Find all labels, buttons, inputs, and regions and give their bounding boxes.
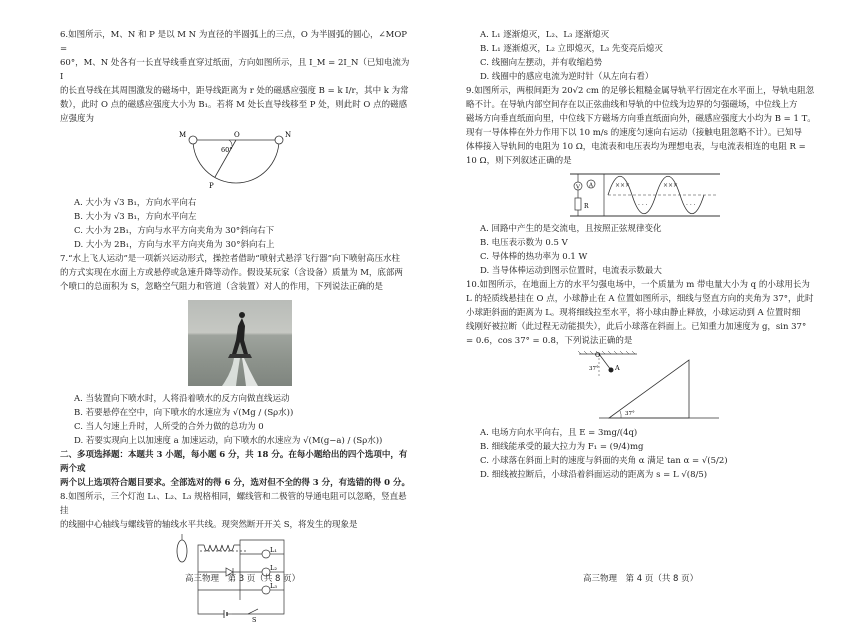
svg-text:×××: ××× <box>662 182 678 190</box>
q9-label-ammeter: A <box>588 182 593 189</box>
q9-stem-line-4: 现有一导体棒在外力作用下以 10 m/s 的速度匀速向右运动（接触电阻忽略不计）。已知导 <box>466 128 802 139</box>
q9-stem-line-5: 体棒接入导轨间的电阻为 10 Ω，电流表和电压表均为理想电表，与电流表相连的电阻 R = <box>466 142 806 153</box>
q8-option-c: C. 线圈向左摆动，并有收缩趋势 <box>480 58 603 69</box>
q8-label-l3: L₃ <box>270 582 277 591</box>
q10-option-a: A. 电场方向水平向右，且 E = 3mg/(4q) <box>480 428 638 439</box>
q8-label-s: S <box>252 616 257 623</box>
question-9 <box>466 84 821 278</box>
left-column <box>60 28 412 624</box>
q9-stem-line-1: 9.如图所示，两根间距为 20√2 cm 的足够长粗糙金属导轨平行固定在水平面上，导轨电阻忽 <box>466 86 815 97</box>
q8-option-d: D. 线圈中的感应电流为逆时针（从左向右看） <box>480 72 654 83</box>
q9-option-d: D. 当导体棒运动到图示位置时，电流表示数最大 <box>480 266 662 277</box>
q7-option-b: B. 若要悬停在空中，向下喷水的水速应为 √(Mg / (Sρ水)) <box>74 408 294 419</box>
q6-label-angle: 60° <box>221 146 233 155</box>
q9-option-a: A. 回路中产生的是交流电，且按照正弦规律变化 <box>480 224 662 235</box>
question-8-options <box>466 28 821 84</box>
q6-stem-line-2: 60°，M、N 处各有一长直导线垂直穿过纸面，方向如图所示，且 I_M = 2I_N（已知电流为 I <box>60 58 410 83</box>
q6-stem-line-3: 的长直导线在其周围激发的磁场中，距导线距离为 r 处的磁感应强度 B = k I/r，其中 k 为常 <box>60 86 409 97</box>
q7-stem-line-2: 的方式实现在水面上方或悬停或急速升降等动作。假设某玩家（含设备）质量为 M，底部两 <box>60 268 403 279</box>
q8-label-l1: L₁ <box>270 546 277 555</box>
q6-stem-line-4: 数），此时 O 点的磁感应强度大小为 B₁。若将 M 处长直导线移至 P 处，则此时 O 点的磁感 <box>60 100 408 111</box>
q9-stem-line-3: 磁场方向垂直纸面向里，中位线下方磁场方向垂直纸面向外，磁感应强度大小均为 B = 1 T。 <box>466 114 816 125</box>
section-2-line-1: 二、多项选择题：本题共 3 小题，每小题 6 分，共 18 分。在每小题给出的四个选项中，有两个或 <box>60 450 408 475</box>
q10-option-b: B. 细线能承受的最大拉力为 F₁ = (9/4)mg <box>480 442 644 453</box>
q10-stem-line-5: = 0.6，cos 37° = 0.8，下列说法正确的是 <box>466 336 633 347</box>
q10-stem-line-2: L 的轻质线悬挂在 O 点，小球静止在 A 位置如图所示，细线与竖直方向的夹角为 37°，此时 <box>466 294 814 305</box>
q9-rail-figure <box>564 170 724 220</box>
q10-option-c: C. 小球落在斜面上时的速度与斜面的夹角 α 满足 tan α = √(5/2) <box>480 456 728 467</box>
q9-stem-line-2: 略不计。在导轨内部空间存在以正弦曲线和导轨的中位线为边界的匀强磁场，中位线上方 <box>466 100 798 111</box>
q10-label-o: O <box>594 351 600 360</box>
q6-option-c: C. 大小为 2B₁，方向与水平方向夹角为 30°斜向右下 <box>74 226 275 237</box>
q7-stem-line-1: 7.“水上飞人运动”是一项新兴运动形式，操控者借助“喷射式悬浮飞行器”向下喷射高压水柱 <box>60 254 400 265</box>
section-2-heading <box>60 448 412 490</box>
q6-semicircle-figure <box>171 128 301 194</box>
q7-option-d: D. 若要实现向上以加速度 a 加速运动，向下喷水的水速应为 √(M(g−a) / (Sρ水)) <box>74 436 383 447</box>
q9-option-b: B. 电压表示数为 0.5 V <box>480 238 568 249</box>
q8-label-l2: L₂ <box>270 564 277 573</box>
q10-option-d: D. 细线被拉断后，小球沿着斜面运动的距离为 s = L √(8/5) <box>480 470 708 481</box>
q10-label-angle-bottom: 37° <box>624 411 635 418</box>
left-page-footer: 高三物理 第 3 页（共 8 页） <box>185 574 301 584</box>
q9-stem-line-6: 10 Ω，则下列叙述正确的是 <box>466 156 572 167</box>
q8-option-a: A. L₁ 逐渐熄灭，L₂、L₃ 逐渐熄灭 <box>480 30 610 40</box>
q6-option-a: A. 大小为 √3 B₁，方向水平向右 <box>74 198 197 209</box>
q6-label-p: P <box>209 182 214 191</box>
q10-incline-figure <box>559 350 729 424</box>
svg-text:· · ·: · · · <box>637 202 648 210</box>
question-7 <box>60 252 412 448</box>
svg-text:×××: ××× <box>614 182 630 190</box>
section-2-line-2: 两个以上选项符合题目要求。全部选对的得 6 分，选对但不全的得 3 分，有选错的得 0 分。 <box>60 478 411 489</box>
q9-label-r: R <box>583 203 589 211</box>
q6-label-n: N <box>285 131 292 140</box>
q10-stem-line-4: 线刚好被拉断（此过程无动能损失），此后小球落在斜面上。已知重力加速度为 g，sin 37° <box>466 322 807 333</box>
q8-stem-line-1: 8.如图所示，三个灯泡 L₁、L₂、L₃ 规格相同，螺线管和二极管的导通电阻可以忽略，竖直悬挂 <box>60 492 407 517</box>
q7-option-a: A. 当装置向下喷水时，人将沿着喷水的反方向做直线运动 <box>74 394 290 405</box>
q7-option-c: C. 当人匀速上升时，人所受的合外力做的总功为 0 <box>74 422 264 433</box>
q9-label-voltmeter: V <box>575 184 580 191</box>
q6-label-o: O <box>234 131 240 140</box>
svg-text:· · ·: · · · <box>685 202 696 210</box>
q10-stem-line-1: 10.如图所示，在地面上方的水平匀强电场中，一个质量为 m 带电量大小为 q 的小球用长为 <box>466 280 810 291</box>
q9-option-c: C. 导体棒的热功率为 0.1 W <box>480 252 588 263</box>
q6-stem-line-1: 6.如图所示，M、N 和 P 是以 M N 为直径的半圆弧上的三点，O 为半圆弧的圆心，∠MOP = <box>60 30 408 55</box>
q6-label-m: M <box>179 131 187 140</box>
question-8 <box>60 490 412 622</box>
q6-stem-line-5: 应强度为 <box>60 114 95 125</box>
q6-option-d: D. 大小为 2B₁，方向与水平方向夹角为 30°斜向右上 <box>74 240 275 251</box>
q8-option-b: B. L₁ 逐渐熄灭，L₂ 立即熄灭，L₃ 先变亮后熄灭 <box>480 44 663 55</box>
q8-stem-line-2: 的线圈中心轴线与螺线管的轴线水平共线。现突然断开开关 S，将发生的现象是 <box>60 520 358 531</box>
question-10 <box>466 278 821 482</box>
right-column <box>466 28 821 482</box>
q7-jetpack-photo <box>188 300 292 386</box>
right-page-footer: 高三物理 第 4 页（共 8 页） <box>583 574 699 584</box>
question-6 <box>60 28 412 252</box>
q6-option-b: B. 大小为 √3 B₁，方向水平向左 <box>74 212 197 223</box>
q10-label-a: A <box>614 364 620 373</box>
q7-stem-line-3: 个喷口的总面积为 S，忽略空气阻力和管道（含装置）对人的作用，下列说法正确的是 <box>60 282 384 293</box>
q10-label-angle-top: 37° <box>588 366 599 373</box>
q10-stem-line-3: 小球距斜面的距离为 L。现将细线拉至水平，将小球由静止释放，小球运动到 A 位置时细 <box>466 308 801 319</box>
